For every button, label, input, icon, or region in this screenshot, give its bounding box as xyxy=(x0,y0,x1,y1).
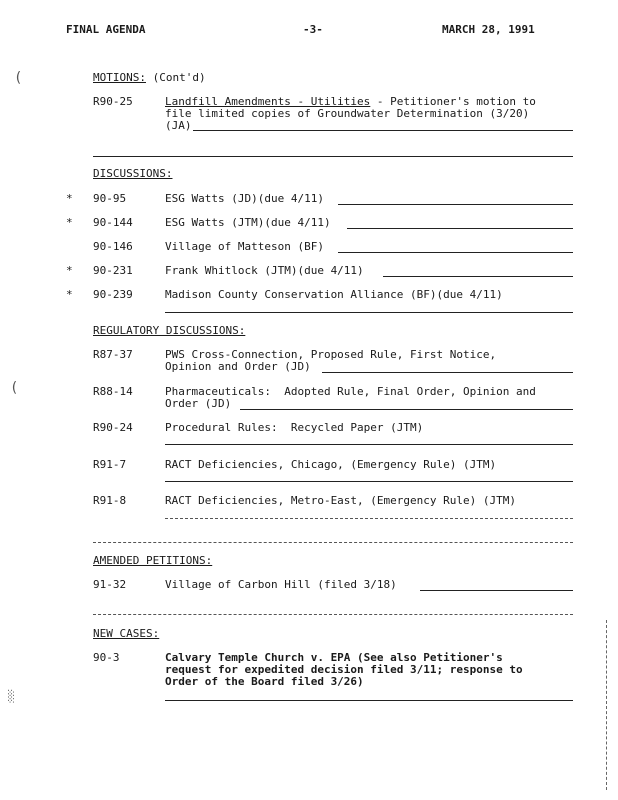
regulatory-line-1: Pharmaceuticals: Adopted Rule, Final Order, Opinion and xyxy=(165,385,536,398)
margin-mark-icon: ( xyxy=(14,70,23,86)
regulatory-line-1: RACT Deficiencies, Chicago, (Emergency Rule) (JTM) xyxy=(165,458,497,471)
discussion-fill-line xyxy=(383,276,573,277)
discussion-text: ESG Watts (JD)(due 4/11) xyxy=(165,192,324,205)
discussion-star: * xyxy=(66,264,73,277)
regulatory-line-1: PWS Cross-Connection, Proposed Rule, First Notice, xyxy=(165,348,497,361)
regulatory-line-2: Opinion and Order (JD) xyxy=(165,360,311,373)
discussion-number: 90-231 xyxy=(93,264,133,277)
discussion-number: 90-239 xyxy=(93,288,133,301)
regulatory-fill-line xyxy=(240,409,573,410)
amended-text: Village of Carbon Hill (filed 3/18) xyxy=(165,578,397,591)
discussion-fill-line xyxy=(338,252,573,253)
discussion-text: Frank Whitlock (JTM)(due 4/11) xyxy=(165,264,364,277)
section-separator xyxy=(93,542,573,543)
motion-fill-line xyxy=(193,130,573,131)
discussion-fill-line xyxy=(165,312,573,313)
regulatory-number: R90-24 xyxy=(93,421,133,434)
discussion-text: ESG Watts (JTM)(due 4/11) xyxy=(165,216,331,229)
new-cases-heading: NEW CASES: xyxy=(93,627,160,640)
regulatory-fill-line xyxy=(322,372,573,373)
regulatory-heading: REGULATORY DISCUSSIONS: xyxy=(93,324,246,337)
discussion-number: 90-146 xyxy=(93,240,133,253)
motion-title-rest: - Petitioner's motion to xyxy=(370,95,536,108)
amended-fill-line xyxy=(420,590,573,591)
regulatory-number: R88-14 xyxy=(93,385,133,398)
discussion-number: 90-95 xyxy=(93,192,127,205)
discussion-star: * xyxy=(66,216,73,229)
discussion-text: Village of Matteson (BF) xyxy=(165,240,324,253)
header-date: MARCH 28, 1991 xyxy=(442,23,535,36)
amended-number: 91-32 xyxy=(93,578,127,591)
regulatory-line-1: Procedural Rules: Recycled Paper (JTM) xyxy=(165,421,424,434)
discussion-number: 90-144 xyxy=(93,216,133,229)
amended-heading: AMENDED PETITIONS: xyxy=(93,554,213,567)
regulatory-fill-line xyxy=(165,444,573,445)
regulatory-number: R87-37 xyxy=(93,348,133,361)
punch-hole-mark-icon: ░ xyxy=(8,690,15,703)
discussions-heading: DISCUSSIONS: xyxy=(93,167,173,180)
new-case-line-1: Calvary Temple Church v. EPA (See also Petitioner's xyxy=(165,651,503,664)
regulatory-line-1: RACT Deficiencies, Metro-East, (Emergency Rule) (JTM) xyxy=(165,494,516,507)
margin-edge-line xyxy=(606,620,607,790)
motion-number: R90-25 xyxy=(93,95,133,108)
new-case-fill-line xyxy=(165,700,573,701)
regulatory-number: R91-7 xyxy=(93,458,127,471)
motions-heading-suffix: (Cont'd) xyxy=(152,71,206,84)
regulatory-fill-line xyxy=(165,518,573,519)
section-separator xyxy=(93,156,573,157)
header-page-number: -3- xyxy=(303,23,323,36)
new-case-line-2: request for expedited decision filed 3/11; response to xyxy=(165,663,523,676)
discussion-star: * xyxy=(66,288,73,301)
header-left: FINAL AGENDA xyxy=(66,23,146,36)
regulatory-fill-line xyxy=(165,481,573,482)
regulatory-number: R91-8 xyxy=(93,494,127,507)
new-case-line-3: Order of the Board filed 3/26) xyxy=(165,675,364,688)
motions-heading-row xyxy=(93,72,206,84)
discussion-text: Madison County Conservation Alliance (BF)(due 4/11) xyxy=(165,288,503,301)
discussion-fill-line xyxy=(338,204,573,205)
motion-title: Landfill Amendments - Utilities xyxy=(165,95,371,108)
discussion-fill-line xyxy=(347,228,573,229)
new-case-number: 90-3 xyxy=(93,651,120,664)
margin-mark-icon: ( xyxy=(10,380,19,396)
discussion-star: * xyxy=(66,192,73,205)
motion-line-2: file limited copies of Groundwater Determination (3/20) xyxy=(165,107,530,120)
motions-heading: MOTIONS: xyxy=(93,71,146,84)
motion-line-3: (JA) xyxy=(165,119,192,132)
section-separator xyxy=(93,614,573,615)
regulatory-line-2: Order (JD) xyxy=(165,397,232,410)
